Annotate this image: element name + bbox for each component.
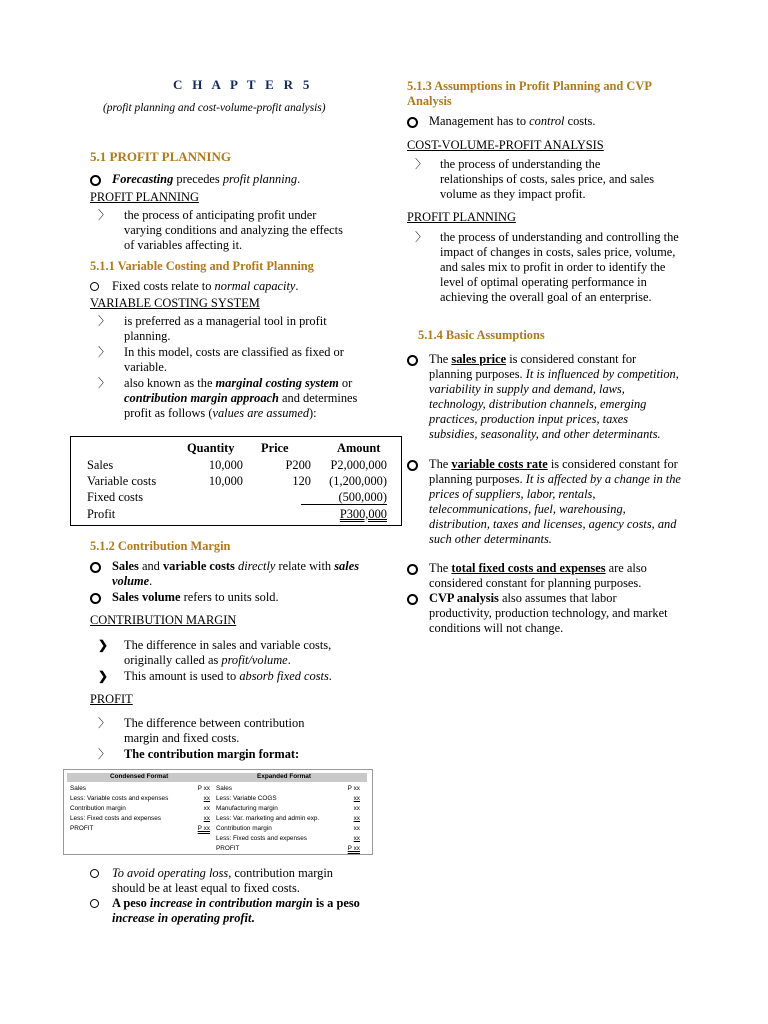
angle-bullet-icon: 〉 (98, 747, 111, 761)
term-profit-planning: PROFIT PLANNING (90, 190, 199, 204)
angle-bullet-icon: ❯ (98, 638, 109, 652)
circle-bullet-icon (90, 899, 99, 908)
row-price: 120 (292, 474, 311, 488)
circle-bullet-icon (90, 282, 99, 291)
circle-bullet-icon (407, 460, 418, 471)
table-row (87, 474, 387, 489)
angle-bullet-icon: 〉 (415, 230, 428, 244)
list-item: Less: Variable costs and expenses xx (70, 795, 210, 802)
circle-bullet-icon (407, 564, 418, 575)
list-item: PROFIT P xx (70, 825, 210, 832)
circle-bullet-icon (90, 869, 99, 878)
term-cvp-analysis: COST-VOLUME-PROFIT ANALYSIS (407, 138, 604, 152)
row-amount: (1,200,000) (329, 474, 387, 488)
cm-format-table (63, 769, 373, 855)
circle-bullet-icon (90, 175, 101, 186)
profit-table-header-amount: Amount (337, 441, 381, 455)
row-amount: P2,000,000 (330, 458, 387, 472)
angle-bullet-icon: 〉 (415, 157, 428, 171)
table-row (87, 507, 387, 522)
list-item: Manufacturing margin xx (216, 805, 360, 812)
row-price: P200 (285, 458, 311, 472)
profit-table-header-price: Price (261, 441, 289, 455)
angle-bullet-icon: 〉 (98, 208, 111, 222)
term-profit: PROFIT (90, 692, 133, 706)
section-heading-5-1: 5.1 PROFIT PLANNING (90, 149, 231, 164)
row-label: Sales (87, 458, 114, 472)
list-item: PROFIT P xx (216, 845, 360, 852)
row-label: Profit (87, 507, 116, 521)
list-item: Less: Fixed costs and expenses xx (216, 835, 360, 842)
angle-bullet-icon: 〉 (98, 376, 111, 390)
circle-bullet-icon (407, 117, 418, 128)
section-heading-5-1-4: 5.1.4 Basic Assumptions (418, 328, 545, 342)
row-amount: P300,000 (339, 507, 387, 521)
term-variable-costing-system: VARIABLE COSTING SYSTEM (90, 296, 260, 310)
row-label: Variable costs (87, 474, 157, 488)
table-row (87, 490, 387, 505)
section-heading-5-1-3: 5.1.3 Assumptions in Profit Planning and CVP Analysis (407, 79, 652, 108)
list-item: Contribution margin xx (216, 825, 360, 832)
list-item: Less: Var. marketing and admin exp. xx (216, 815, 360, 822)
term-contribution-margin: CONTRIBUTION MARGIN (90, 613, 237, 627)
profit-table (70, 436, 402, 526)
angle-bullet-icon: 〉 (98, 716, 111, 730)
circle-bullet-icon (90, 562, 101, 573)
row-amount: (500,000) (338, 490, 387, 504)
profit-table-header-quantity: Quantity (187, 441, 235, 455)
list-item: Less: Fixed costs and expenses xx (70, 815, 210, 822)
row-qty: 10,000 (208, 458, 243, 472)
row-label: Fixed costs (87, 490, 144, 504)
chapter-subtitle: (profit planning and cost-volume-profit analysis) (103, 102, 326, 114)
circle-bullet-icon (407, 594, 418, 605)
subtotal-line (301, 504, 387, 505)
list-item: Less: Variable COGS xx (216, 795, 360, 802)
expanded-header: Expanded Format (257, 773, 311, 780)
chapter-title: C H A P T E R 5 (173, 77, 313, 92)
list-item: Contribution margin xx (70, 805, 210, 812)
condensed-header: Condensed Format (110, 773, 169, 780)
angle-bullet-icon: 〉 (98, 314, 111, 328)
list-item: Sales P xx (216, 785, 360, 792)
section-heading-5-1-2: 5.1.2 Contribution Margin (90, 539, 231, 553)
row-qty: 10,000 (208, 474, 243, 488)
section-heading-5-1-1: 5.1.1 Variable Costing and Profit Planning (90, 259, 314, 273)
circle-bullet-icon (407, 355, 418, 366)
angle-bullet-icon: 〉 (98, 345, 111, 359)
table-row (87, 458, 387, 473)
term-profit-planning-2: PROFIT PLANNING (407, 210, 516, 224)
circle-bullet-icon (90, 593, 101, 604)
list-item: Sales P xx (70, 785, 210, 792)
angle-bullet-icon: ❯ (98, 669, 109, 683)
